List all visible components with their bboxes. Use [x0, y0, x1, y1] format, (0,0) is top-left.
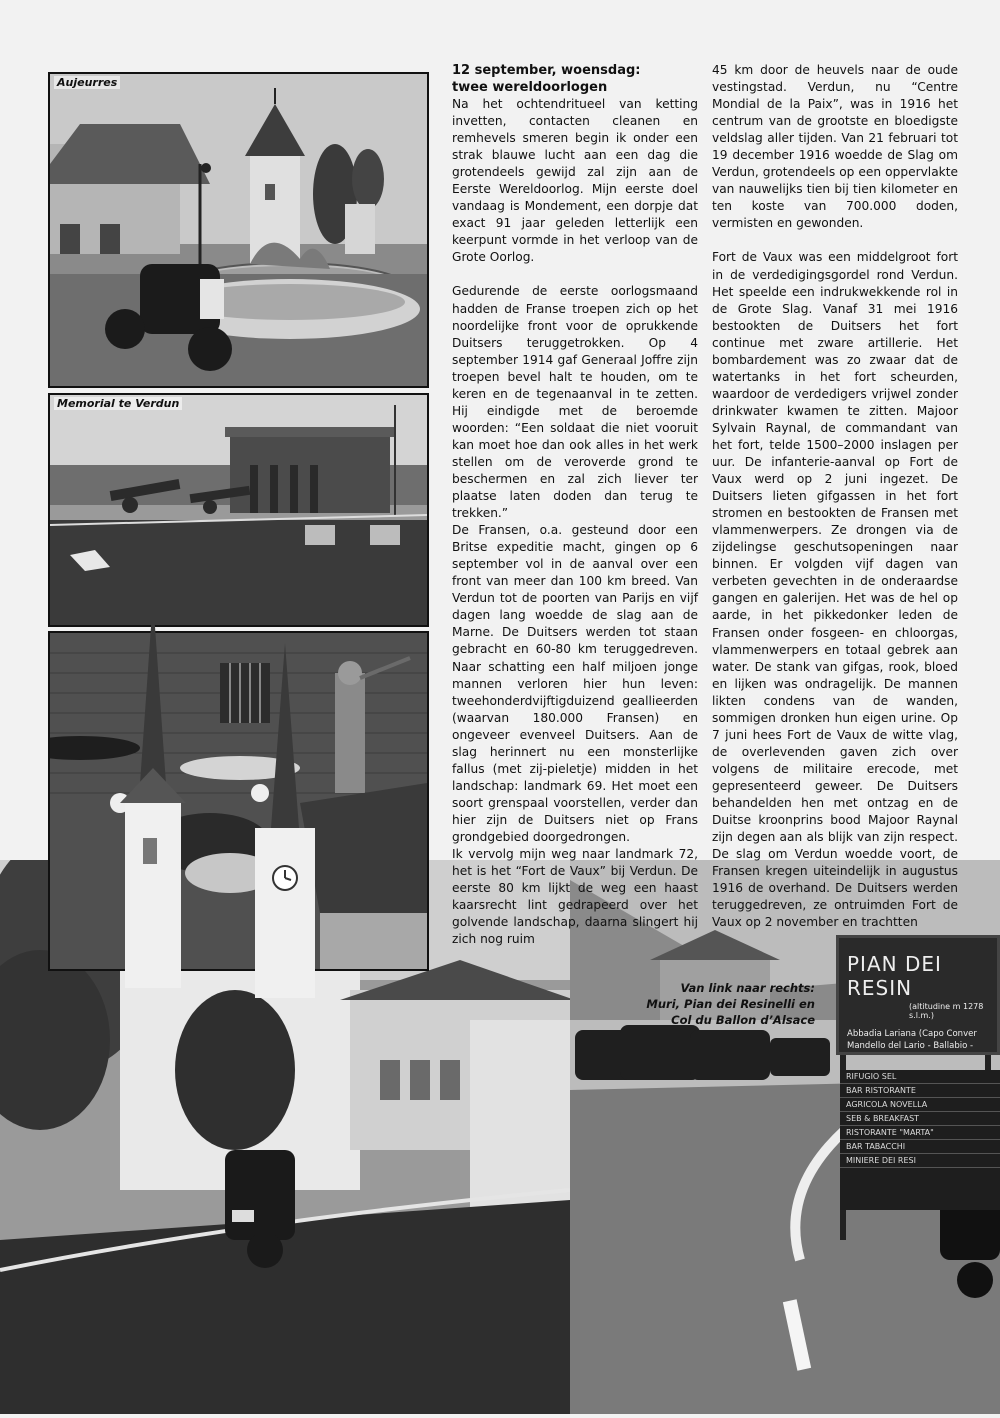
article-heading — [452, 62, 698, 96]
direction-sign: RIFUGIO SEL — [840, 1070, 1000, 1084]
sign-title: PIAN DEI RESIN — [847, 952, 942, 1000]
aujeurres-scene — [50, 74, 427, 386]
direction-sign: AGRICOLA NOVELLA — [840, 1098, 1000, 1112]
sign-lines — [847, 1028, 997, 1052]
direction-sign: BAR TABACCHI — [840, 1140, 1000, 1154]
article-column-2 — [712, 62, 958, 931]
photo-aujeurres — [48, 72, 429, 388]
caption-bottom-line1: Van link naar rechts: — [680, 981, 815, 995]
article-column-1 — [452, 62, 698, 948]
direction-sign: MINIERE DEI RESI — [840, 1154, 1000, 1168]
article-paragraph: Na het ochtendritueel van ketting invetten, contacten cleanen en remhevels smeren begin ik onder een strak blauwe lucht aan een dag die grotendeels gewijd zal zijn aan de Eerste Wereldoorlog. Mijn eerste doel vandaag is Mondement, een dorpje dat exact 91 jaar geleden letterlijk een keerpunt vormde in het verloop van de Grote Oorlog. — [452, 97, 698, 265]
sign-altitude: (altitudine m 1278 s.l.m.) — [909, 1002, 984, 1020]
photo-memorial-verdun — [48, 393, 429, 627]
memorial-scene — [50, 395, 427, 625]
direction-sign: BAR RISTORANTE — [840, 1084, 1000, 1098]
road-sign-pian-dei-resinelli — [836, 935, 1000, 1055]
article-paragraph: De Fransen, o.a. gesteund door een Britse expeditie macht, gingen op 6 september vol in de aanval over een front van meer dan 100 km breed. Van Verdun tot de poorten van Parijs en vijf dagen lang woedde de slag aan de Marne. De Duitsers werden tot staan gebracht en 60-80 km teruggedreven. Naar schatting een half miljoen jonge mannen verloren hier hun leven: tweehonderdvijftigduizend geallieerden (waarvan 180.000 Fransen) en ongeveer evenveel Duitsers. Aan de slag herinnert nu een monsterlijke fallus (met zij-pieletje) midden in het landschap: landmark 69. Het moet een soort grenspaal voorstellen, verder dan hier zijn de Duitsers niet op Frans grondgebied doorgedrongen. — [452, 523, 698, 844]
article-paragraph: Gedurende de eerste oorlogsmaand hadden de Franse troepen zich op het noordelijke front voor de oprukkende Duitsers teruggetrokken. Op 4 september 1914 gaf Generaal Joffre zijn troepen bevel halt te houden, om te keren en de tegenaanval in te zetten. Hij eindigde met de beroemde woorden: “Een soldaat die niet vooruit kan moet hoe dan ook alles in het werk stellen om de veroverde grond te beschermen en zal zich liever ter plaatse laten doden dan terug te trekken.” — [452, 284, 698, 521]
caption-bottom-line2: Muri, Pian dei Resinelli en — [646, 997, 815, 1011]
direction-sign: RISTORANTE "MARTA" — [840, 1126, 1000, 1140]
direction-sign: SEB & BREAKFAST — [840, 1112, 1000, 1126]
article-paragraph: 45 km door de heuvels naar de oude vestingstad. Verdun, nu “Centre Mondial de la Paix”, was in 1916 het centrum van de grootste en bloedigste veldslag aller tijden. Van 21 februari tot 19 december 1916 woedde de Slag om Verdun, grotendeels op een oppervlakte van nauwelijks tien bij tien kilometer en ten koste van 700.000 doden, vermisten en gewonden. — [712, 63, 958, 231]
caption-bottom-photos — [640, 980, 815, 1028]
caption-bottom-line3: Col du Ballon d’Alsace — [671, 1013, 815, 1027]
caption-memorial: Memorial te Verdun — [54, 397, 182, 410]
article-paragraph: Fort de Vaux was een middelgroot fort in de verdedigingsgordel rond Verdun. Het speelde een indrukwekkende rol in de Grote Slag. Vanaf 31 mei 1916 bestookten de Duitsers het fort continue met zware artillerie. Het bombardement was zo zwaar dat de watertanks in het fort scheurden, waardoor de verdedigers vrijwel zonder drinkwater kwamen te zitten. Majoor Sylvain Raynal, de commandant van het fort, telde 1500–2000 inslagen per uur. De infanterie-aanval op Fort de Vaux werd op 2 juni ingezet. De Duitsers lieten gifgassen in het fort stromen en bestookten de Fransen met vlammenwerpers. Ze drongen via de zijdelingse geschutsopeningen naar binnen. Er volgden vijf dagen van verbeten gevechten in de onderaardse gangen en galerijen. Het was de hel op aarde, in het pikkedonker leden de Fransen onder fosgeen- en chloorgas, vlammenwerpers en totaal gebrek aan water. De stank van gifgas, rook, bloed en lijken was ondragelijk. De mannen likten condens van de wanden, sommigen dronken hun eigen urine. Op 7 juni hees Fort de Vaux de witte vlag, de overlevenden gaven zich over volgens de militaire erecode, met gepresenteerd geweer. De Duitsers behandelden hen met ontzag en de Duitse kroonprins bood Majoor Raynal zijn degen aan als blijk van zijn respect. De slag om Verdun woedde voort, de Fransen kregen uiteindelijk in augustus 1916 de overhand. De Duitsers werden teruggedreven, ze ontruimden Fort de Vaux op 2 november en trachtten — [712, 250, 958, 930]
article-paragraph: Ik vervolg mijn weg naar landmark 72, het is het “Fort de Vaux” bij Verdun. De eerste 80 km lijkt de weg een haast kaarsrecht lint gedrapeerd over het golvende landschap, daarna slingert hij zich nog ruim — [452, 847, 698, 947]
article-heading-line2: twee wereldoorlogen — [452, 80, 608, 95]
sign-line: Abbadia Lariana (Capo Conver — [847, 1029, 977, 1039]
caption-aujeurres: Aujeurres — [54, 76, 120, 89]
article-heading-line1: 12 september, woensdag: — [452, 63, 641, 78]
church-spires — [95, 598, 335, 998]
sign-line: Mandello del Lario - Ballabio - — [847, 1041, 974, 1051]
direction-signs-board — [840, 1070, 1000, 1210]
